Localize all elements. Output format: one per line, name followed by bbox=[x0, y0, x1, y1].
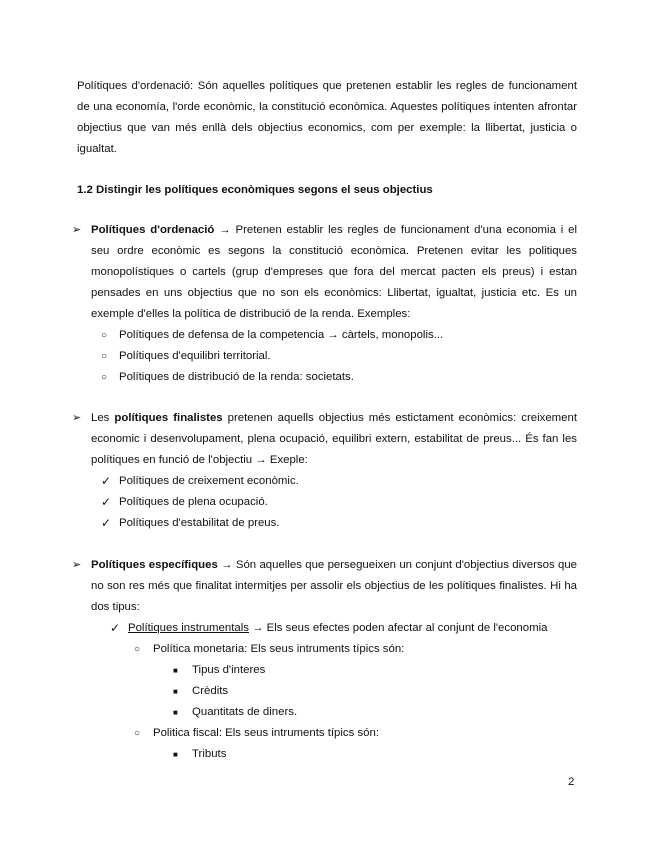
list-item: ○ Polítiques d'equilibri territorial. bbox=[72, 346, 577, 367]
list-item: ✓ Polítiques de plena ocupació. bbox=[72, 492, 577, 513]
finalistes-title: polítiques finalistes bbox=[114, 412, 223, 424]
especifiques-text: → Són aquelles que persegueixen un conjunt d'objectius diversos que no son res més que finalitat intermitjes per assolir els objectius de les polítiques finalistes. Hi ha dos tipus: bbox=[91, 559, 577, 613]
ordenacio-title: Polítiques d'ordenació bbox=[91, 224, 215, 236]
page-number: 2 bbox=[568, 776, 575, 788]
finalistes-text: pretenen aquells objectius més estictament econòmics: creixement economic i desenvolupament, plena ocupació, equilibri extern, estabilitat de preus... És fan les polítiques en funció de l'objectiu → Exeple: bbox=[91, 412, 577, 466]
list-item: ✓ Polítiques de creixement econòmic. bbox=[72, 471, 577, 492]
arrowhead-bullet-icon: ➢ bbox=[72, 224, 82, 236]
circle-bullet-icon: ○ bbox=[101, 351, 108, 362]
ordenacio-arrow: → bbox=[214, 224, 236, 236]
especifiques-list bbox=[72, 618, 577, 765]
list-item: ○ Polítiques de defensa de la competencia → càrtels, monopolis... bbox=[72, 325, 577, 346]
list-item: ■ Tributs bbox=[72, 744, 577, 765]
especifiques-paragraph bbox=[72, 555, 577, 618]
list-item: ■ Crèdits bbox=[72, 681, 577, 702]
square-bullet-icon: ■ bbox=[173, 708, 178, 717]
ordenacio-paragraph bbox=[72, 220, 577, 325]
list-item: ✓ Polítiques instrumentals → Els seus efectes poden afectar al conjunt de l'economia bbox=[72, 618, 577, 639]
especifiques-block bbox=[72, 555, 577, 765]
ordenacio-text: Pretenen establir les regles de funcionament d'una economia i el seu ordre econòmic es segons la constitució econòmica. Pretenen evitar les politiques monopolístiques o cartels (grup d'empreses que fora del mercat pacten els preus) i estan pensades en uns objectius que no son els econòmics: Llibertat, igualtat, justicia etc. Es un exemple d'elles la política de distribució de la renda. Exemples: bbox=[91, 224, 577, 320]
finalistes-list bbox=[72, 471, 577, 534]
list-item: ○ Politica fiscal: Els seus intruments típics són: bbox=[72, 723, 577, 744]
list-item: ■ Quantitats de diners. bbox=[72, 702, 577, 723]
arrowhead-bullet-icon: ➢ bbox=[72, 559, 82, 571]
square-bullet-icon: ■ bbox=[173, 750, 178, 759]
circle-bullet-icon: ○ bbox=[134, 728, 141, 739]
finalistes-block bbox=[72, 408, 577, 534]
square-bullet-icon: ■ bbox=[173, 666, 178, 675]
square-bullet-icon: ■ bbox=[173, 687, 178, 696]
checkmark-icon: ✓ bbox=[101, 516, 112, 530]
circle-bullet-icon: ○ bbox=[101, 330, 108, 341]
intro-paragraph: Polítiques d'ordenació: Són aquelles polítiques que pretenen establir les regles de funcionament de una economía, l'orde econòmic, la constitució econòmica. Aquestes polítiques intenten afrontar objectius que van més enllà dels objectius economics, com per exemple: la llibertat, justicia o igualtat. bbox=[77, 80, 577, 155]
section-heading: 1.2 Distingir les polítiques econòmiques segons el seus objectius bbox=[77, 184, 433, 196]
list-item: ○ Polítiques de distribució de la renda: societats. bbox=[72, 367, 577, 388]
checkmark-icon: ✓ bbox=[110, 621, 121, 635]
especifiques-title: Polítiques específiques bbox=[91, 559, 218, 571]
circle-bullet-icon: ○ bbox=[134, 644, 141, 655]
list-item: ■ Tipus d'interes bbox=[72, 660, 577, 681]
finalistes-paragraph: ➢ Les polítiques finalistes pretenen aquells objectius més estictament econòmics: creixement economic i desenvolupament, plena ocupació, equilibri extern, estabilitat de preus... És fan les polítiques en funció de l'objectiu → Exeple: bbox=[72, 408, 577, 471]
instrumentals-label: Polítiques instrumentals bbox=[128, 622, 249, 634]
circle-bullet-icon: ○ bbox=[101, 372, 108, 383]
checkmark-icon: ✓ bbox=[101, 474, 112, 488]
list-item: ○ Política monetaria: Els seus intruments típics són: bbox=[72, 639, 577, 660]
arrowhead-bullet-icon: ➢ bbox=[72, 412, 82, 424]
list-item: ✓ Polítiques d'estabilitat de preus. bbox=[72, 513, 577, 534]
ordenacio-block bbox=[72, 220, 577, 388]
checkmark-icon: ✓ bbox=[101, 495, 112, 509]
ordenacio-list bbox=[72, 325, 577, 388]
